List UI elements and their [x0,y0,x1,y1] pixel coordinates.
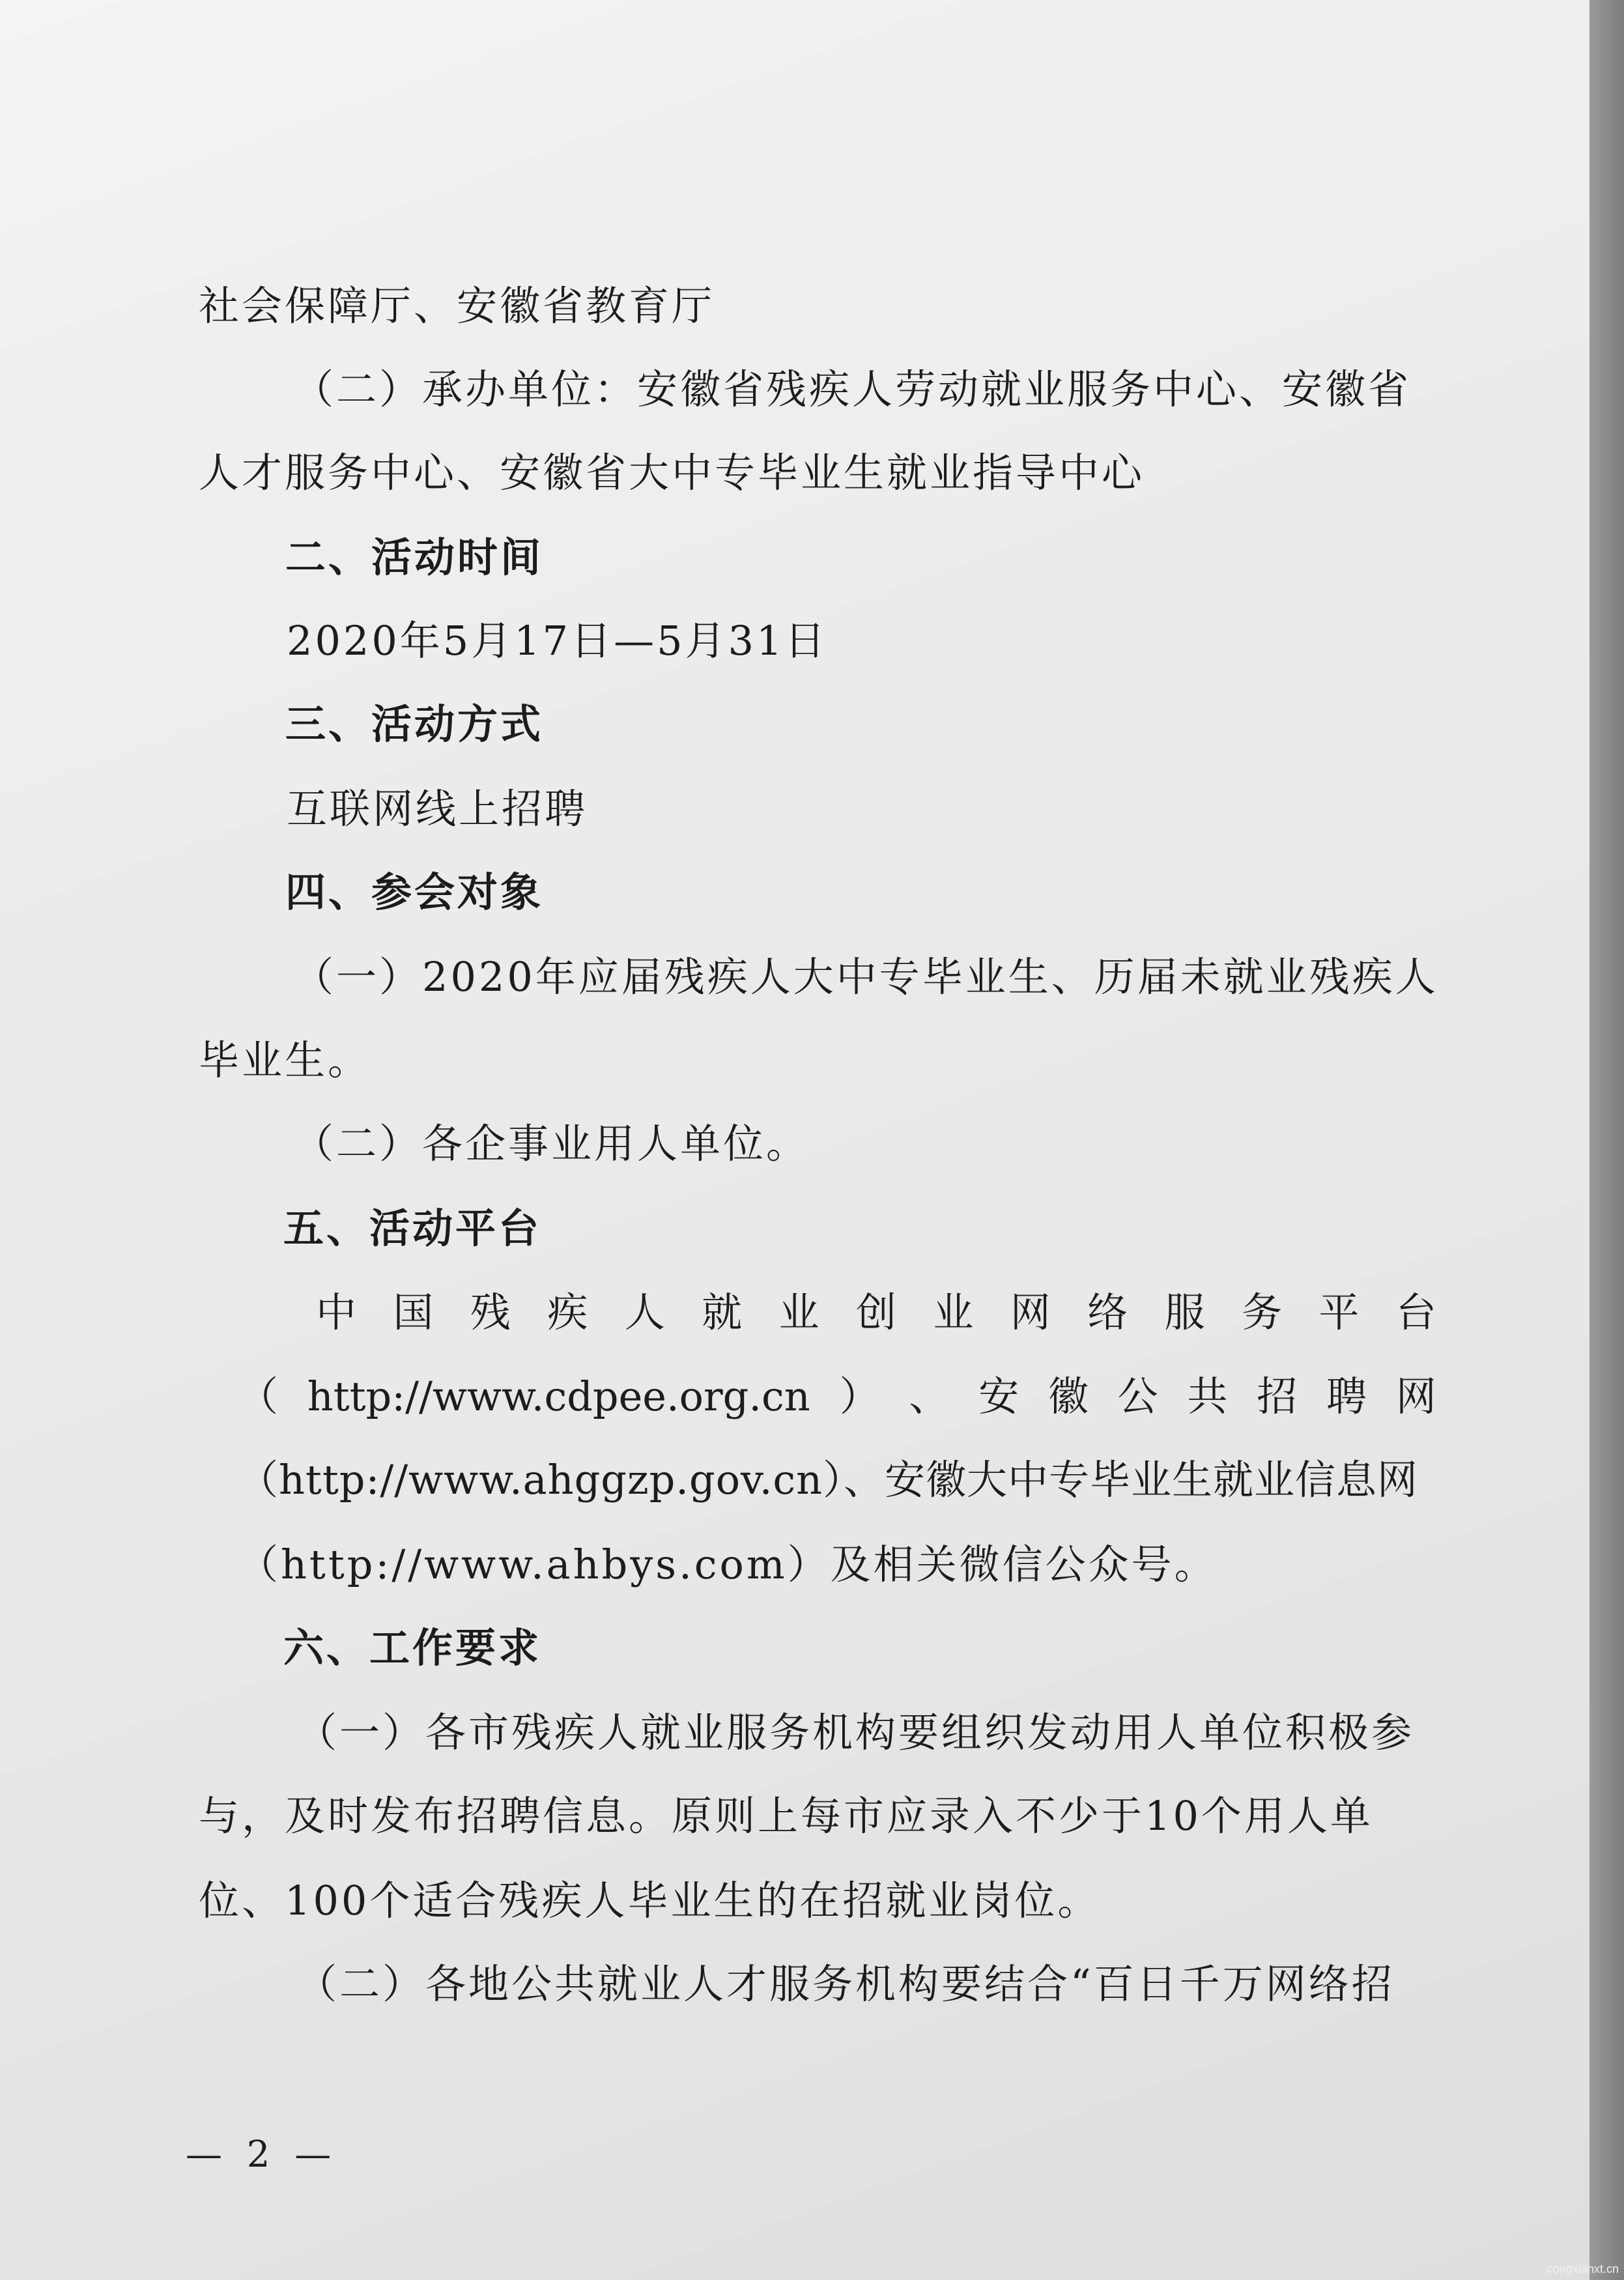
char: 聘 [1326,1373,1367,1420]
body-line: 人才服务中心、安徽省大中专毕业生就业指导中心 [199,449,1145,496]
section-heading: 二、活动时间 [285,534,544,581]
body-line: （http://www.ahbys.com）及相关微信公众号。 [238,1541,1218,1588]
char: 中 [316,1289,357,1336]
char: 网 [1010,1289,1051,1336]
watermark: congxianxt.cn [1546,2262,1619,2275]
comma: 、 [909,1373,950,1420]
body-line: 互联网线上招聘 [287,785,588,833]
body-line: （二）各企事业用人单位。 [293,1120,810,1167]
page-number: — 2 — [186,2133,338,2176]
body-line: 与，及时发布招聘信息。原则上每市应录入不少于10个用人单 [199,1792,1373,1840]
body-line: （二）承办单位：安徽省残疾人劳动就业服务中心、安徽省 [293,365,1412,413]
section-heading: 三、活动方式 [285,700,544,748]
cdpee-url: http://www.cdpee.org.cn [307,1373,810,1420]
char: 服 [1164,1289,1205,1336]
body-line: （一）各市残疾人就业服务机构要组织发动用人单位积极参 [296,1709,1415,1756]
page-edge [1589,0,1624,2280]
char: 共 [1187,1373,1228,1420]
body-line: （二）各地公共就业人才服务机构要结合“百日千万网络招 [296,1960,1395,2008]
char: 疾 [547,1289,588,1336]
char: 业 [778,1289,819,1336]
char: 招 [1257,1373,1298,1420]
platform-name-line [316,1287,1436,1339]
body-line: （一）2020年应届残疾人大中专毕业生、历届未就业残疾人 [293,953,1438,1001]
open-paren: （ [238,1373,279,1420]
char: 络 [1087,1289,1128,1336]
char: 人 [624,1289,665,1336]
char: 业 [933,1289,974,1336]
char: 务 [1242,1289,1283,1336]
body-line: 位、100个适合残疾人毕业生的在招就业岗位。 [199,1877,1101,1924]
body-line: 社会保障厅、安徽省教育厅 [199,282,715,330]
cdpee-line [238,1371,1436,1423]
char: 国 [393,1289,434,1336]
close-paren: ） [839,1373,880,1420]
char: 残 [470,1289,511,1336]
char: 台 [1395,1289,1436,1336]
char: 就 [702,1289,743,1336]
char: 安 [978,1373,1019,1420]
char: 徽 [1047,1373,1089,1420]
char: 创 [855,1289,896,1336]
char: 平 [1318,1289,1360,1336]
section-heading: 四、参会对象 [285,868,544,916]
section-heading: 六、工作要求 [283,1624,542,1672]
char: 网 [1395,1373,1436,1420]
char: 公 [1117,1373,1158,1420]
body-line: （http://www.ahggzp.gov.cn）、安徽大中专毕业生就业信息网 [238,1456,1419,1503]
body-line: 毕业生。 [199,1036,371,1084]
body-line: 2020年5月17日—5月31日 [287,617,828,664]
section-heading: 五、活动平台 [283,1204,542,1252]
